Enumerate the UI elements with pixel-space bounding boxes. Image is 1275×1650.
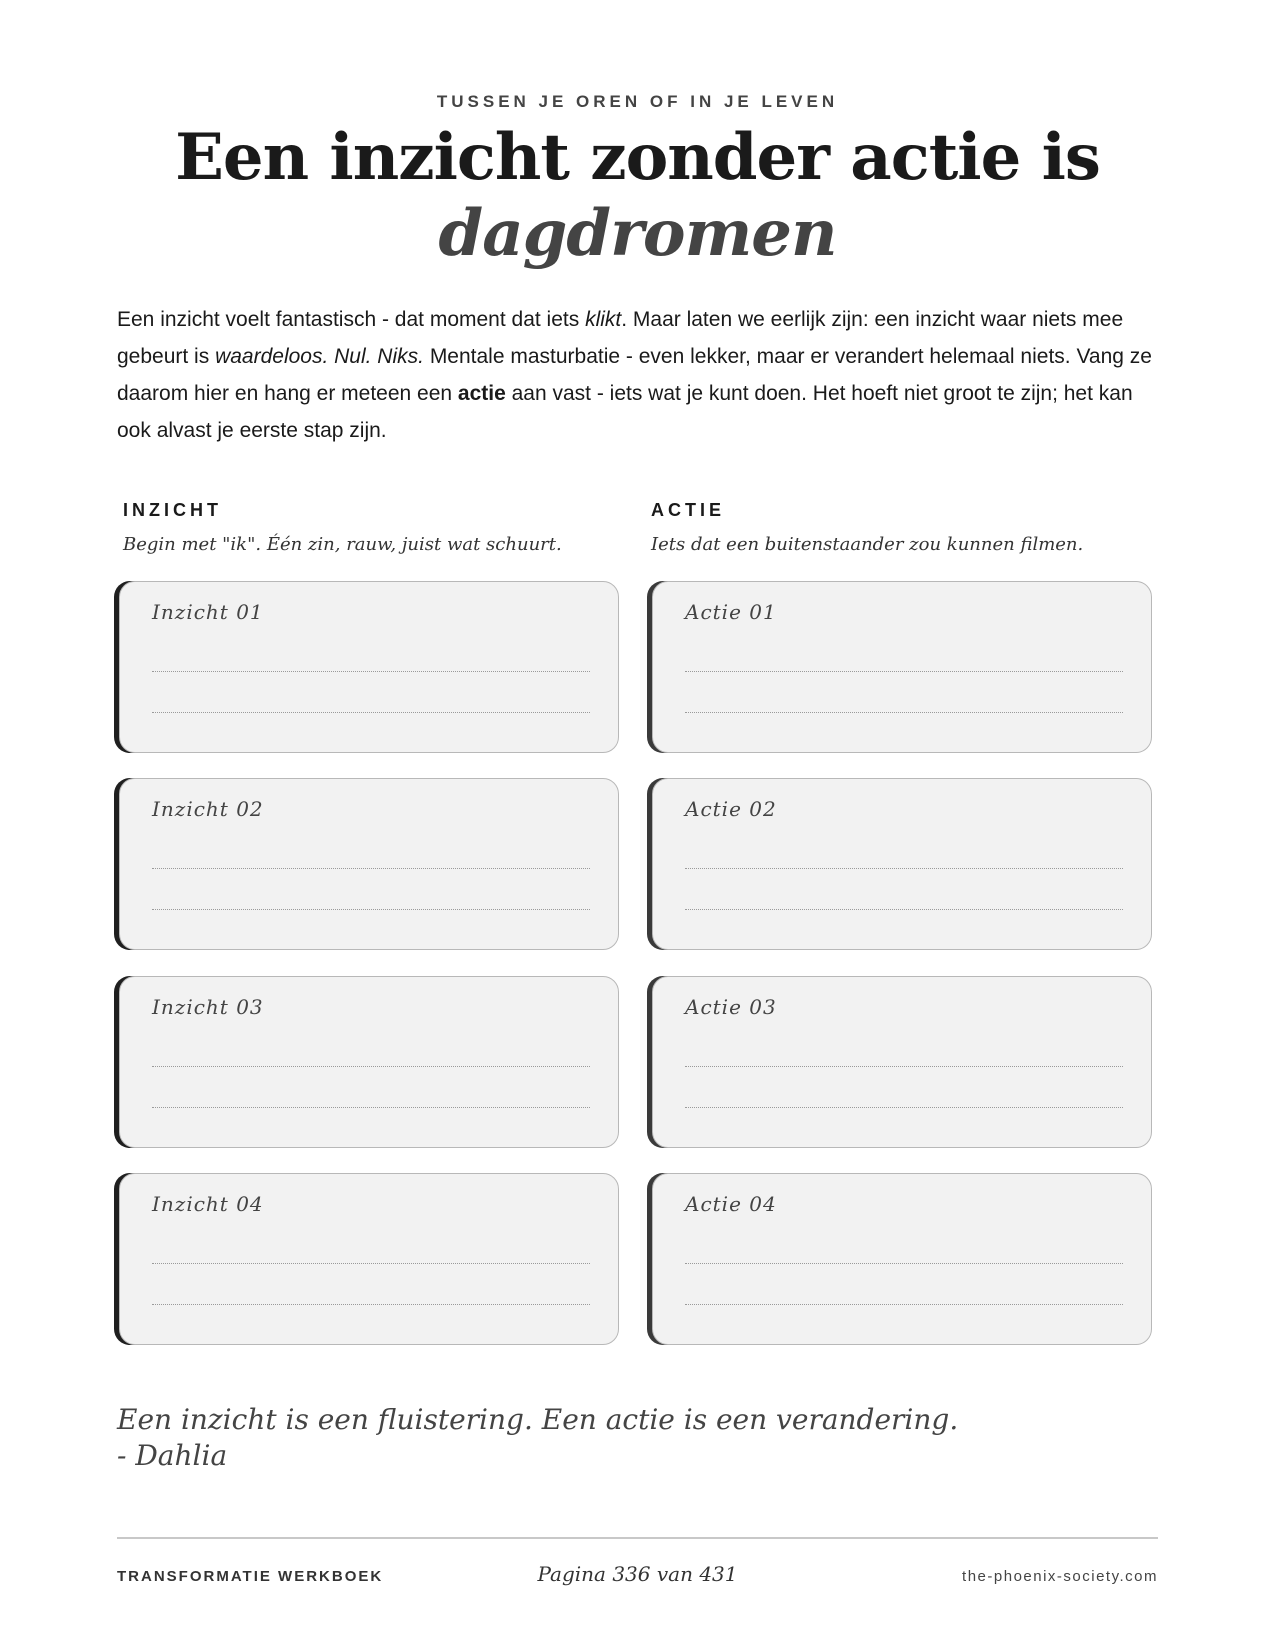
insight-card-03[interactable]: [119, 976, 619, 1148]
footer-workbook-title: TRANSFORMATIE WERKBOEK: [117, 1568, 384, 1585]
action-card-01[interactable]: [652, 581, 1152, 753]
action-card-label: Actie 02: [685, 797, 777, 821]
insight-card-02[interactable]: [119, 778, 619, 950]
intro-part-4: aan vast - iets wat je kunt doen. Het hoeft niet groot te zijn; het kan ook alvast je eerste stap zijn.: [117, 382, 1133, 442]
insight-card-label: Inzicht 02: [152, 797, 264, 821]
writing-line[interactable]: [152, 1107, 590, 1108]
action-card-04[interactable]: [652, 1173, 1152, 1345]
footer-page-number: Pagina 336 van 431: [537, 1562, 738, 1586]
insight-card-04[interactable]: [119, 1173, 619, 1345]
writing-line[interactable]: [685, 1263, 1123, 1264]
writing-line[interactable]: [152, 671, 590, 672]
insight-card-label: Inzicht 04: [152, 1192, 264, 1216]
action-card-03[interactable]: [652, 976, 1152, 1148]
writing-line[interactable]: [152, 1066, 590, 1067]
writing-line[interactable]: [685, 909, 1123, 910]
intro-part-2: . Maar laten we eerlijk zijn: een inzicht waar niets mee gebeurt is: [117, 308, 1124, 368]
intro-strong: actie: [457, 382, 506, 405]
quote-author: - Dahlia: [117, 1439, 228, 1472]
page-title: [117, 120, 1158, 272]
title-line-2: dagdromen: [438, 196, 837, 271]
eyebrow: TUSSEN JE OREN OF IN JE LEVEN: [436, 92, 839, 111]
closing-quote: [117, 1402, 1158, 1474]
insight-card-label: Inzicht 01: [152, 600, 264, 624]
intro-emphasis-2: waardeloos. Nul. Niks.: [215, 345, 424, 368]
writing-line[interactable]: [685, 1304, 1123, 1305]
footer-divider: [117, 1537, 1158, 1539]
writing-line[interactable]: [685, 1107, 1123, 1108]
workbook-page: [117, 0, 1158, 1650]
action-column-subtitle: Iets dat een buitenstaander zou kunnen filmen.: [651, 534, 1084, 555]
intro-part-3: Mentale masturbatie - even lekker, maar er verandert helemaal niets. Vang ze daarom hier en hang er meteen een: [117, 345, 1152, 405]
action-card-label: Actie 01: [685, 600, 777, 624]
writing-line[interactable]: [152, 1263, 590, 1264]
insight-card-label: Inzicht 03: [152, 995, 264, 1019]
insight-card-01[interactable]: [119, 581, 619, 753]
action-column-heading: ACTIE: [651, 500, 725, 520]
title-line-1: Een inzicht zonder actie is: [175, 120, 1100, 195]
writing-line[interactable]: [685, 1066, 1123, 1067]
intro-emphasis-1: klikt: [585, 308, 622, 331]
action-card-label: Actie 03: [685, 995, 777, 1019]
action-card-02[interactable]: [652, 778, 1152, 950]
writing-line[interactable]: [685, 671, 1123, 672]
action-card-label: Actie 04: [685, 1192, 777, 1216]
insight-column-subtitle: Begin met "ik". Één zin, rauw, juist wat schuurt.: [123, 534, 562, 555]
writing-line[interactable]: [152, 868, 590, 869]
writing-line[interactable]: [152, 1304, 590, 1305]
writing-line[interactable]: [152, 909, 590, 910]
insight-column-heading: INZICHT: [123, 500, 222, 520]
writing-line[interactable]: [685, 868, 1123, 869]
intro-paragraph: [117, 301, 1158, 449]
writing-line[interactable]: [685, 712, 1123, 713]
quote-text: Een inzicht is een fluistering. Een actie is een verandering.: [117, 1403, 959, 1436]
footer-website[interactable]: the-phoenix-society.com: [962, 1568, 1158, 1585]
writing-line[interactable]: [152, 712, 590, 713]
intro-part-1: Een inzicht voelt fantastisch - dat moment dat iets: [117, 308, 586, 331]
